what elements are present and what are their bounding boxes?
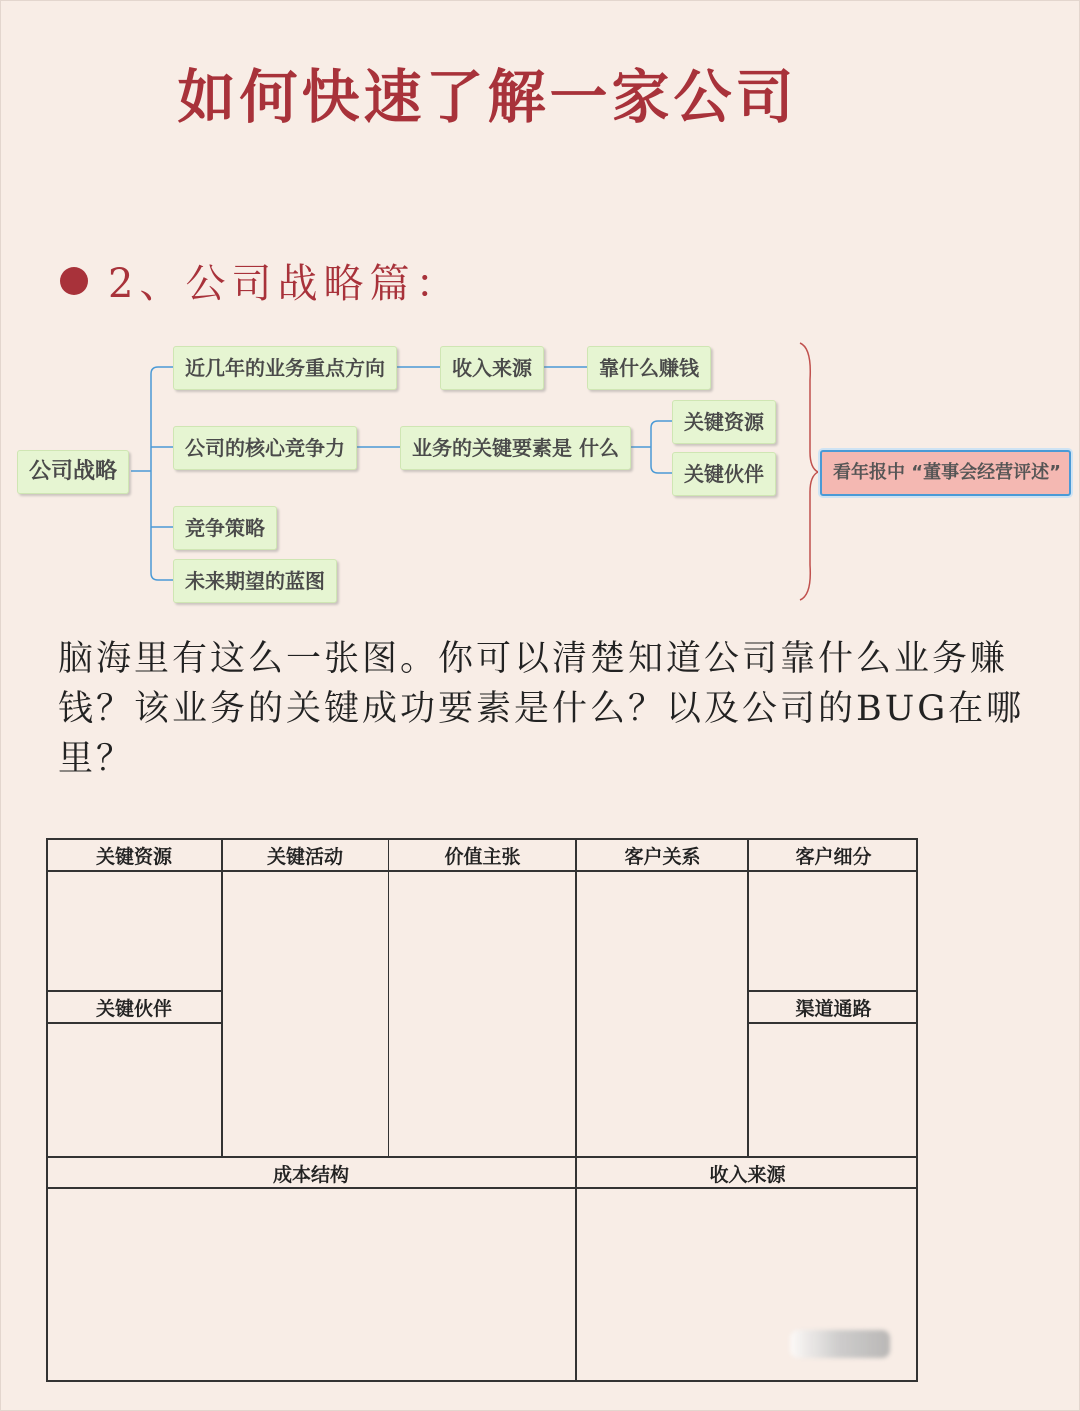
label-customer-segments: 客户细分: [795, 846, 872, 868]
split-right-top: [747, 990, 918, 992]
node-branch3: 竞争策略: [173, 506, 277, 550]
body-paragraph: 脑海里有这么一张图。你可以清楚知道公司靠什么业务赚钱？该业务的关键成功要素是什么？以及公司的BUG在哪里？: [58, 639, 1025, 779]
node-branch2-child: 业务的关键要素是 什么: [400, 426, 631, 470]
node-conclusion: 看年报中 “董事会经营评述”: [820, 450, 1071, 496]
label-revenue-streams: 收入来源: [709, 1164, 786, 1186]
split-left-bottom: [46, 1022, 222, 1024]
connector-b2-leaves: [651, 421, 672, 473]
canvas-left-border: [46, 838, 48, 1382]
split-right-bottom: [747, 1022, 918, 1024]
label-key-partners: 关键伙伴: [95, 998, 172, 1020]
header-row-line: [46, 870, 918, 872]
brace: [800, 343, 818, 600]
split-left-top: [46, 990, 222, 992]
node-branch1-child: 收入来源: [440, 346, 544, 390]
bottom-section-header-line: [46, 1187, 918, 1189]
page-title: 如何快速了解一家公司: [177, 63, 798, 131]
label-value-proposition: 价值主张: [444, 846, 521, 868]
label-key-activities: 关键活动: [266, 846, 343, 868]
mindmap-connectors: [0, 0, 1080, 640]
node-branch2: 公司的核心竞争力: [173, 426, 357, 470]
business-model-canvas: [46, 838, 918, 1382]
node-branch2-leaf-resources: 关键资源: [672, 400, 776, 444]
node-branch1-grandchild: 靠什么赚钱: [587, 346, 711, 390]
canvas-bottom-border: [46, 1380, 918, 1382]
label-cost-structure: 成本结构: [272, 1164, 349, 1186]
watermark: [790, 1330, 890, 1358]
node-branch1: 近几年的业务重点方向: [173, 346, 397, 390]
label-customer-relationships: 客户关系: [624, 846, 701, 868]
section-heading-text: 2、公司战略篇：: [108, 261, 462, 307]
canvas-right-border: [916, 838, 918, 1382]
label-key-resources: 关键资源: [95, 846, 172, 868]
label-channels: 渠道通路: [795, 998, 872, 1020]
node-branch2-leaf-partners: 关键伙伴: [672, 452, 776, 496]
col-line-3: [575, 838, 577, 1382]
canvas-top-border: [46, 838, 918, 840]
connector-trunk: [151, 367, 173, 580]
bottom-section-top: [46, 1156, 918, 1158]
node-root: 公司战略: [17, 450, 129, 494]
node-branch4: 未来期望的蓝图: [173, 559, 337, 603]
col-line-2: [388, 838, 389, 1158]
